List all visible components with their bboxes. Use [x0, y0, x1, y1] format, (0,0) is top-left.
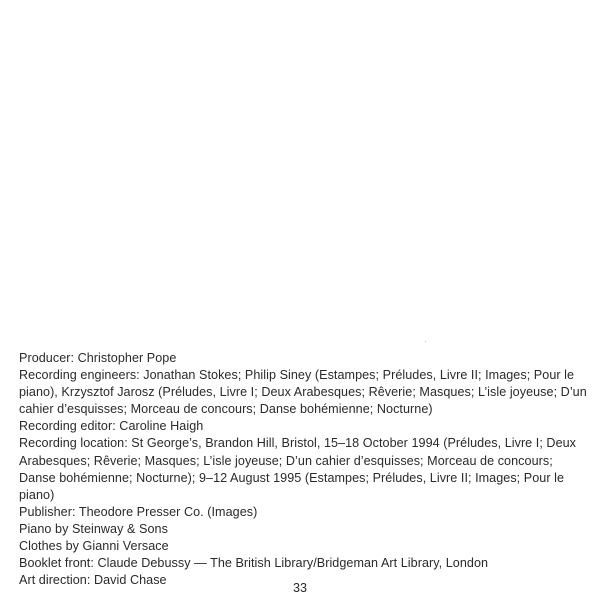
- credit-recording-editor: Recording editor: Caroline Haigh: [19, 419, 204, 434]
- credit-recording-location: Recording location: St George’s, Brandon Hill, Bristol, 15–18 October 1994 (Préludes, Livre I; Deux Arabesques; Rêverie; Masques; L’isle joyeuse; D’un cahier d’esquisses; Morceau de concours; Danse bohémienne; Nocturne); 9–12 August 1995 (Estampes; Préludes, Livre II; Images; Pour le piano): [19, 436, 577, 502]
- credit-piano: Piano by Steinway & Sons: [19, 521, 168, 536]
- credit-clothes: Clothes by Gianni Versace: [19, 539, 169, 554]
- page-number: 33: [292, 581, 307, 595]
- credit-producer: Producer: Christopher Pope: [19, 351, 177, 365]
- credit-art-direction: Art direction: David Chase: [19, 573, 167, 588]
- credits-block: [19, 350, 589, 589]
- credit-publisher: Publisher: Theodore Presser Co. (Images): [19, 504, 258, 519]
- credit-recording-engineers: Recording engineers: Jonathan Stokes; Philip Siney (Estampes; Préludes, Livre II; Images; Pour le piano), Krzysztof Jarosz (Préludes, Livre I; Deux Arabesques; Rêverie; Masques; L’isle joyeuse; D’un cahier d’esquisses; Morceau de concours; Danse bohémienne; Nocturne): [19, 368, 587, 417]
- print-speck: [425, 341, 426, 342]
- credit-booklet-front: Booklet front: Claude Debussy — The British Library/Bridgeman Art Library, London: [19, 556, 489, 571]
